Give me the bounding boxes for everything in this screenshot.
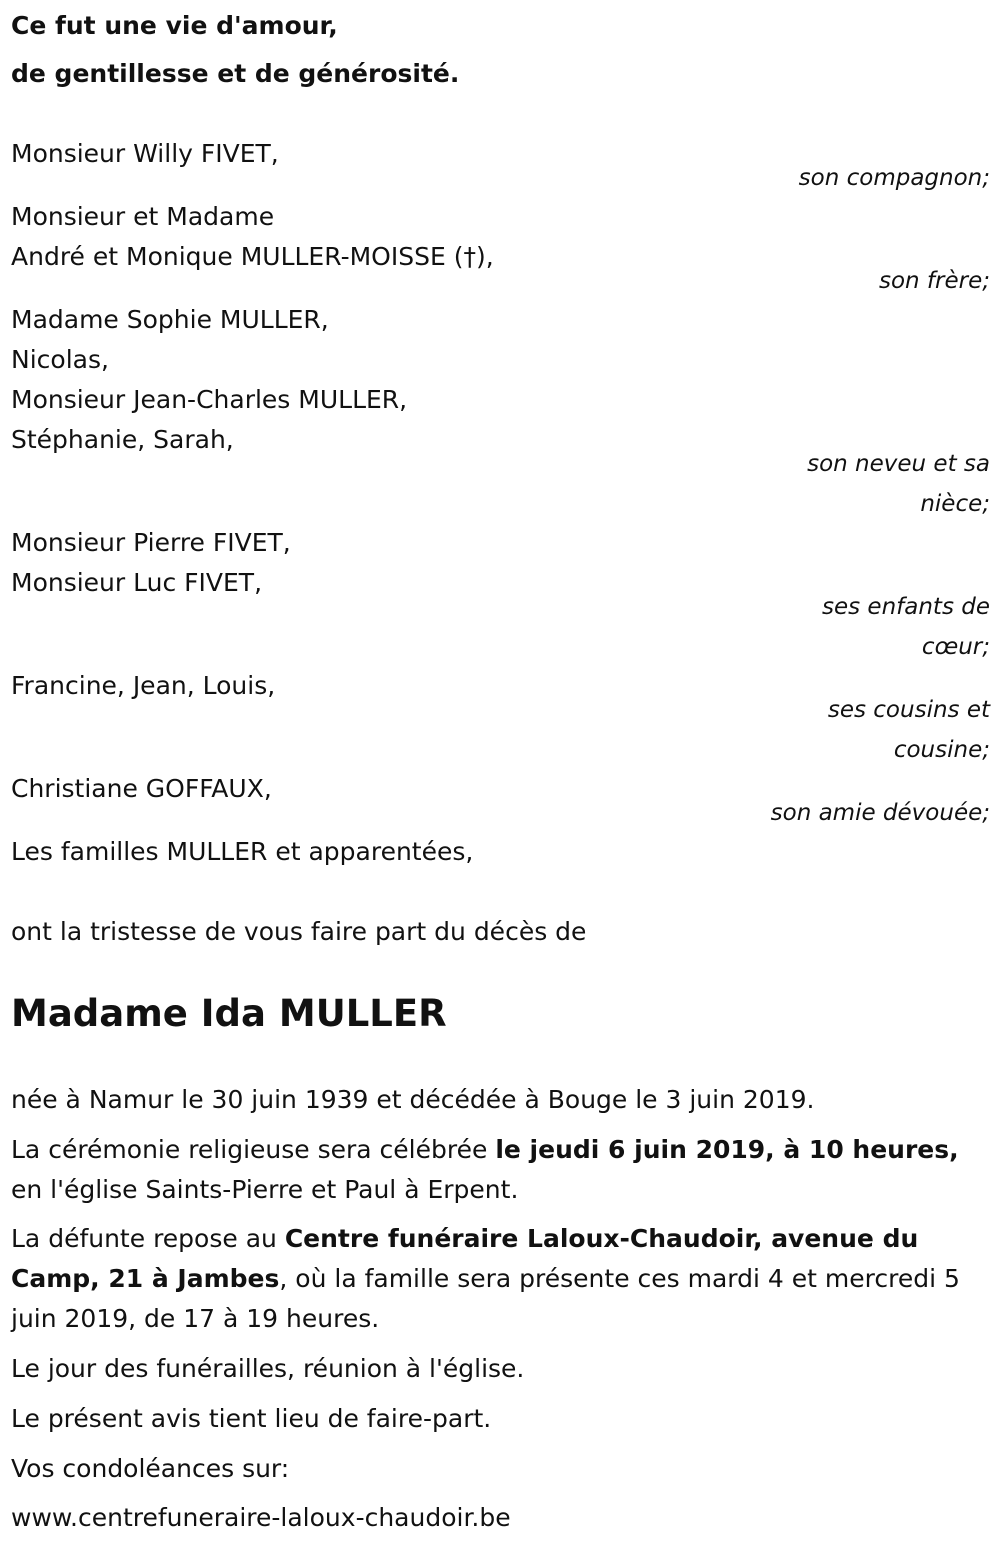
announcement-text: ont la tristesse de vous faire part du décès de [11, 917, 587, 946]
relation-neveu-line-2: nièce; [920, 491, 990, 517]
relation-cousins-line-2: cousine; [893, 737, 990, 763]
relation-enfants-line-1: ses enfants de [822, 594, 990, 620]
family-nicolas: Nicolas, [11, 345, 109, 374]
repose-address-1: Centre funéraire Laloux-Chaudoir, avenue du [284, 1224, 919, 1253]
family-familles: Les familles MULLER et apparentées, [11, 837, 474, 866]
ceremony-place: en l'église Saints-Pierre et Paul à Erpent. [11, 1175, 519, 1204]
deceased-name: Madame Ida MULLER [11, 992, 447, 1035]
intro-line-1: Ce fut une vie d'amour, [11, 11, 338, 40]
birth-death-line: née à Namur le 30 juin 1939 et décédée à Bouge le 3 juin 2019. [11, 1085, 815, 1114]
repose-line-3: juin 2019, de 17 à 19 heures. [11, 1304, 380, 1333]
ceremony-date: le jeudi 6 juin 2019, à 10 heures, [495, 1135, 959, 1164]
family-pierre: Monsieur Pierre FIVET, [11, 528, 291, 557]
family-willy: Monsieur Willy FIVET, [11, 139, 279, 168]
repose-line-1 [11, 1224, 918, 1254]
relation-neveu-line-1: son neveu et sa [807, 451, 990, 477]
family-jean-charles: Monsieur Jean-Charles MULLER, [11, 385, 408, 414]
relation-cousins-line-1: ses cousins et [827, 697, 990, 723]
repose-line-2 [11, 1264, 960, 1294]
ceremony-text: La cérémonie religieuse sera célébrée [11, 1135, 496, 1164]
family-sophie: Madame Sophie MULLER, [11, 305, 329, 334]
intro-line-2: de gentillesse et de générosité. [11, 59, 460, 88]
condoleances-label: Vos condoléances sur: [11, 1454, 290, 1483]
family-luc: Monsieur Luc FIVET, [11, 568, 263, 597]
relation-amie: son amie dévouée; [770, 800, 990, 826]
avis-line: Le présent avis tient lieu de faire-part. [11, 1404, 492, 1433]
ceremony-line-1 [11, 1135, 959, 1165]
reunion-line: Le jour des funérailles, réunion à l'église. [11, 1354, 525, 1383]
repose-text: La défunte repose au [11, 1224, 285, 1253]
family-christiane: Christiane GOFFAUX, [11, 774, 272, 803]
repose-address-2: Camp, 21 à Jambes [11, 1264, 280, 1293]
family-stephanie: Stéphanie, Sarah, [11, 425, 234, 454]
repose-presence: , où la famille sera présente ces mardi 4 et mercredi 5 [279, 1264, 960, 1293]
family-francine: Francine, Jean, Louis, [11, 671, 276, 700]
relation-frere: son frère; [878, 268, 990, 294]
family-andre-line-2: André et Monique MULLER-MOISSE (†), [11, 242, 494, 271]
family-andre-line-1: Monsieur et Madame [11, 202, 275, 231]
condoleances-website-link[interactable]: www.centrefuneraire-laloux-chaudoir.be [11, 1503, 511, 1532]
relation-compagnon: son compagnon; [798, 165, 990, 191]
relation-enfants-line-2: cœur; [921, 634, 990, 660]
